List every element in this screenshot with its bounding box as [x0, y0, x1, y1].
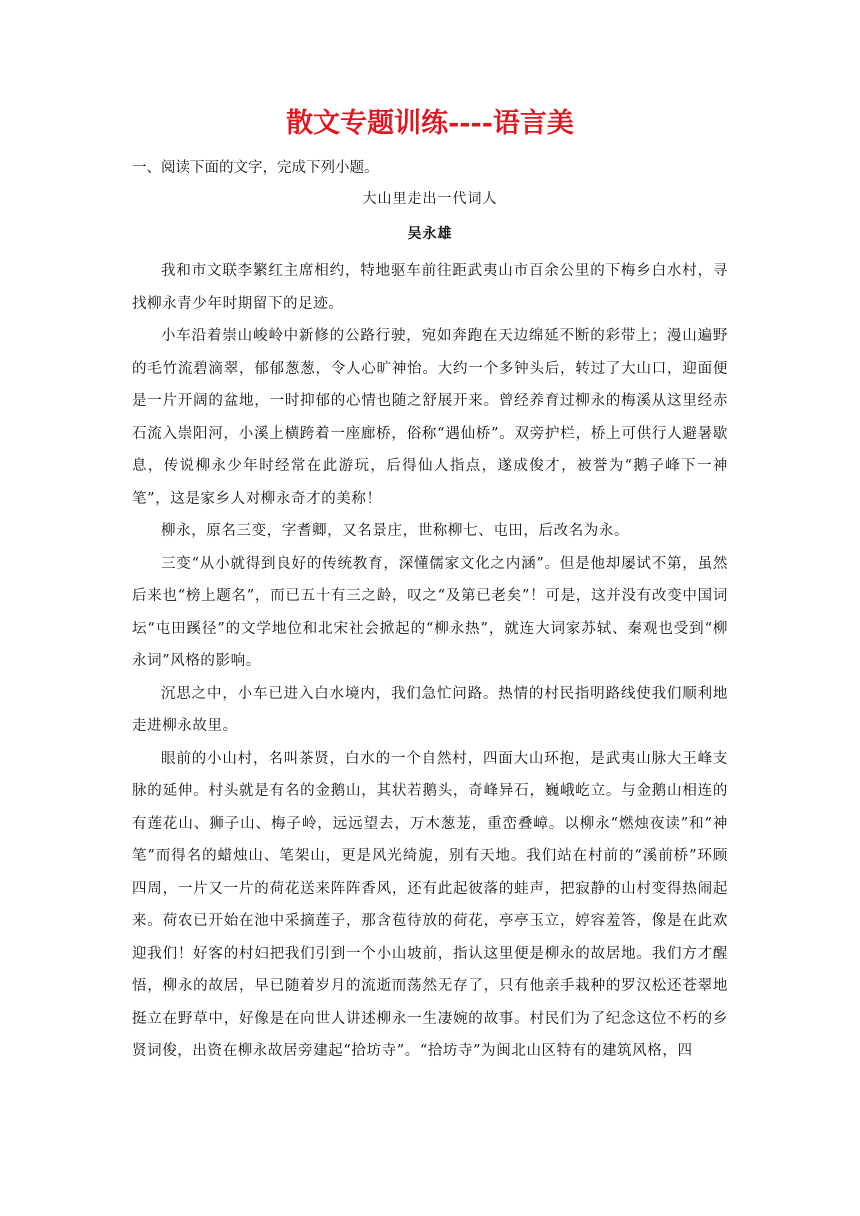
paragraph: 沉思之中，小车已进入白水境内，我们急忙问路。热情的村民指明路线使我们顺利地走进柳永故里。: [132, 685, 728, 734]
paragraph: 眼前的小山村，名叫茶贤，白水的一个自然村，四面大山环抱，是武夷山脉大王峰支脉的延伸。村头就是有名的金鹅山，其状若鹅头，奇峰异石，巍峨屹立。与金鹅山相连的有莲花山、狮子山、梅子岭，远远望去，万木葱茏，重峦叠嶂。以柳永“燃烛夜读”和“神笔”而得名的蜡烛山、笔架山，更是风光绮旎，别有天地。我们站在村前的“溪前桥”环顾四周，一片又一片的荷花送来阵阵香风，还有此起彼落的蛙声，把寂静的山村变得热闹起来。荷农已开始在池中采摘莲子，那含苞待放的荷花，亭亭玉立，婷容羞答，像是在此欢迎我们！好客的村妇把我们引到一个小山坡前，指认这里便是柳永的故居地。我们方才醒悟，柳永的故居，早已随着岁月的流逝而荡然无存了，只有他亲手栽种的罗汉松还苍翠地挺立在野草中，好像是在向世人讲述柳永一生凄婉的故事。村民们为了纪念这位不朽的乡贤词俊，出资在柳永故居旁建起“拾坊寺”。“拾坊寺”为闽北山区特有的建筑风格，四: [132, 750, 728, 1059]
paragraph: 三变“从小就得到良好的传统教育，深懂儒家文化之内涵”。但是他却屡试不第，虽然后来也“榜上题名”，而已五十有三之龄，叹之“及第已老矣”！可是，这并没有改变中国词坛“屯田蹊径”的文学地位和北宋社会掀起的“柳永热”，就连大词家苏轼、秦观也受到“柳永词”风格的影响。: [132, 555, 728, 669]
page-title: 散文专题训练----语言美: [286, 108, 574, 139]
article-author: 吴永雄: [407, 226, 453, 242]
article-title: 大山里走出一代词人: [362, 191, 498, 207]
paragraph: 柳永，原名三变，字耆卿，又名景庄，世称柳七、屯田，后改名为永。: [161, 523, 630, 539]
paragraph: 小车沿着崇山峻岭中新修的公路行驶，宛如奔跑在天边绵延不断的彩带上；漫山遍野的毛竹流碧滴翠，郁郁葱葱，令人心旷神怡。大约一个多钟头后，转过了大山口，迎面便是一片开阔的盆地，一时抑郁的心情也随之舒展开来。曾经养育过柳永的梅溪从这里经赤石流入崇阳河，小溪上横跨着一座廊桥，俗称“遇仙桥”。双旁护栏，桥上可供行人避暑歇息，传说柳永少年时经常在此游玩，后得仙人指点，遂成俊才，被誉为“鹅子峰下一神笔”，这是家乡人对柳永奇才的美称！: [132, 328, 728, 507]
paragraph: 我和市文联李繁红主席相约，特地驱车前往距武夷山市百余公里的下梅乡白水村，寻找柳永青少年时期留下的足迹。: [132, 263, 728, 312]
question-instruction: 一、阅读下面的文字，完成下列小题。: [132, 160, 379, 176]
article-body: [132, 255, 728, 1068]
